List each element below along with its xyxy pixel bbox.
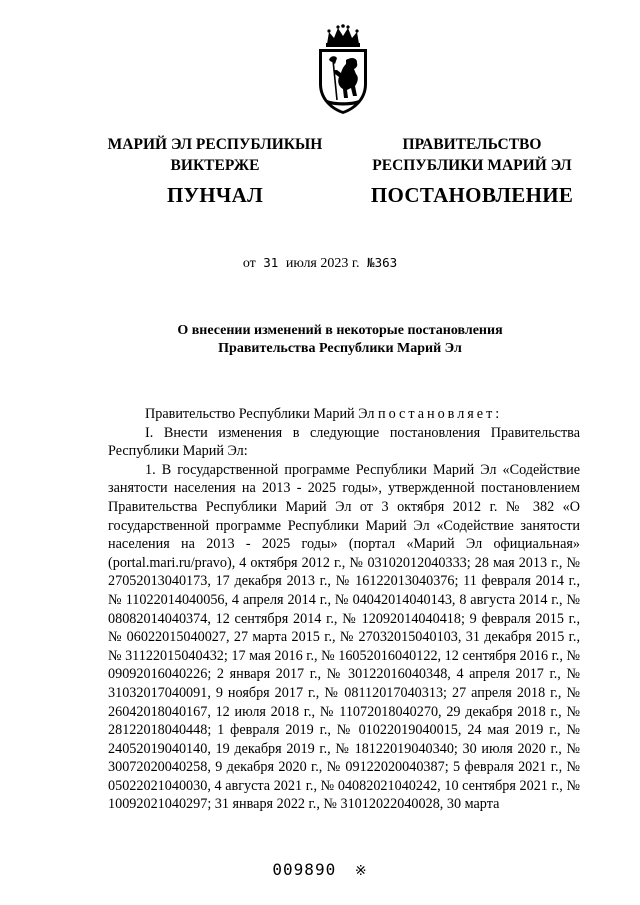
body-paragraph-1: I. Внести изменения в следующие постановления Правительства Республики Марий Эл: (108, 424, 580, 460)
serial-number-stamp (0, 860, 640, 879)
body-intro-start: Правительство Республики Марий Эл (145, 406, 375, 422)
body-paragraph-2: 1. В государственной программе Республики Марий Эл «Содействие занятости населения на 2013 - 2025 годы», утвержденной постановлением Правительства Республики Марий Эл от 3 октября 2012 г. № 382 «О государственной программе Республики Марий Эл «Содействие занятости населения на 2013 - 2025 годы» (портал «Марий Эл официальная» (portal.mari.ru/pravo), 4 октября 2012 г., № 03102012040333; 28 мая 2013 г., № 27052013040173, 17 декабря 2013 г., № 16122013040376; 11 февраля 2014 г., № 11022014040056, 4 апреля 2014 г., № 04042014040143, 8 августа 2014 г., № 08082014040374, 12 сентября 2014 г., № 12092014040418; 9 февраля 2015 г., № 06022015040027, 27 марта 2015 г., № 27032015040103, 31 декабря 2015 г., № 31122015040432; 17 мая 2016 г., № 16052016040122, 12 сентября 2016 г., № 09092016040226; 2 января 2017 г., № 30122016040348, 4 апреля 2017 г., № 31032017040091, 9 ноября 2017 г., № 08112017040313; 27 апреля 2018 г., № 26042018040167, 12 июля 2018 г., № 11072018040270, 29 декабря 2018 г., № 28122018040448; 1 февраля 2019 г., № 01022019040015, 24 мая 2019 г., № 24052019040140, 19 декабря 2019 г., № 18122019040340; 30 июля 2020 г., № 30072020040258, 9 декабря 2020 г., № 09122020040387; 5 февраля 2021 г., № 05022021040030, 4 августа 2021 г., № 04082021040242, 10 сентября 2021 г., № 10092021040297; 31 января 2022 г., № 31012022040028, 30 марта (108, 461, 580, 813)
header-right-doc-type: ПОСТАНОВЛЕНИЕ (370, 183, 574, 207)
header-left-line2: ВИКТЕРЖЕ (170, 157, 260, 174)
header-left-block (95, 134, 335, 208)
title-line1: О внесении изменений в некоторые постановления (177, 323, 503, 338)
document-date-line (0, 255, 640, 272)
body-intro-verb: постановляет: (377, 406, 503, 422)
header-left-doc-type: ПУНЧАЛ (166, 183, 264, 207)
serial-number: 009890 (272, 860, 337, 879)
stamp-mark-icon: ※ (354, 863, 368, 879)
date-prefix: от (242, 256, 256, 271)
header-right-block (352, 134, 592, 208)
document-body (108, 405, 580, 814)
document-number: №363 (367, 255, 398, 270)
title-line2: Правительства Республики Марий Эл (218, 341, 462, 356)
date-month-year: июля 2023 г. (285, 256, 360, 271)
body-intro (108, 405, 580, 424)
header-left-line1: МАРИЙ ЭЛ РЕСПУБЛИКЫН (107, 136, 323, 153)
coat-of-arms-emblem (313, 24, 373, 116)
date-day: 31 (263, 255, 279, 270)
header-right-line1: ПРАВИТЕЛЬСТВО (402, 136, 542, 153)
header-right-line2: РЕСПУБЛИКИ МАРИЙ ЭЛ (372, 157, 572, 174)
document-title (80, 322, 600, 358)
